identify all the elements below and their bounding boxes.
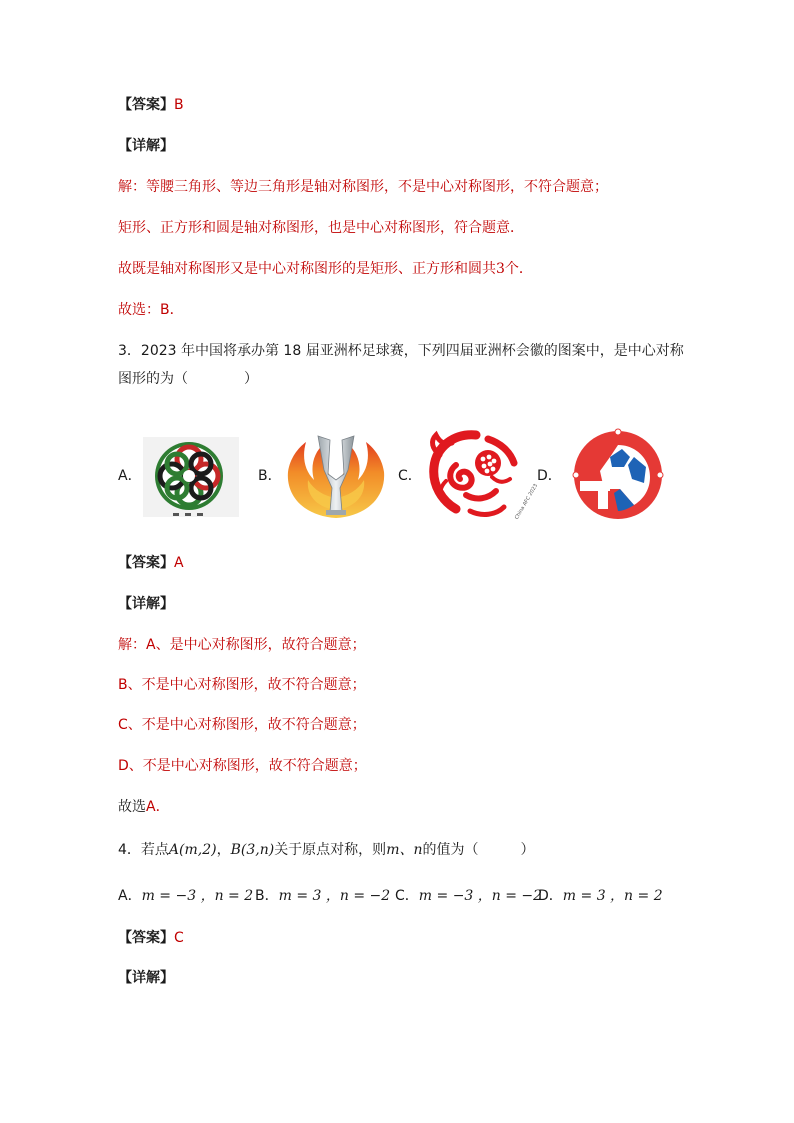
q4-option-a-expr: m = −3 ，n = 2	[141, 888, 254, 904]
asian-cup-trophy-flame-emblem-icon	[284, 430, 388, 520]
asian-cup-dragon-emblem-icon	[426, 425, 540, 525]
q4-option-c	[395, 886, 542, 906]
q3-conclusion	[118, 797, 170, 817]
q4-option-b-expr: m = 3 ，n = −2	[278, 888, 391, 904]
answer-tag: 【答案】	[118, 97, 174, 113]
answer-value: C	[174, 930, 184, 946]
q4-option-d-label: D．	[538, 888, 563, 904]
q2-line3-count: 3	[496, 261, 505, 277]
q4-stem	[118, 840, 534, 860]
answer-tag: 【答案】	[118, 555, 174, 571]
q3-option-d-label: D．	[537, 468, 562, 484]
q2-line3-text: 故既是轴对称图形又是中心对称图形的是矩形、正方形和圆共	[118, 261, 496, 277]
q3-stem-line2: 图形的为（ ）	[118, 371, 258, 387]
q3-detail-line1: 解：A、是中心对称图形，故符合题意；	[118, 637, 366, 653]
q4-vars: m、n	[386, 842, 423, 858]
q4-option-c-label: C．	[395, 888, 419, 904]
q4-option-c-expr: m = −3 ，n = −2	[418, 888, 543, 904]
q4-point-a: A(m,2)	[168, 842, 217, 858]
q2-line3-unit: 个．	[504, 261, 533, 277]
q4-stem-middle: 关于原点对称，则	[274, 842, 387, 858]
q3-detail-line3: C、不是中心对称图形，故不符合题意；	[118, 717, 366, 733]
q4-stem-end: 的值为（ ）	[422, 842, 535, 858]
asian-cup-football-circle-emblem-icon	[570, 427, 666, 523]
q3-detail-line2: B、不是中心对称图形，故不符合题意；	[118, 677, 366, 693]
q3-option-c-label: C．	[398, 468, 422, 484]
q2-conclusion: 故选：B．	[118, 302, 184, 318]
q2-detail-line2: 矩形、正方形和圆是轴对称图形，也是中心对称图形，符合题意．	[118, 220, 524, 236]
q4-option-d-expr: m = 3 ，n = 2	[562, 888, 663, 904]
q4-option-b-label: B．	[255, 888, 279, 904]
q2-detail-tag: 【详解】	[118, 138, 174, 154]
q4-option-a	[118, 886, 253, 906]
answer-value: B	[174, 97, 184, 113]
q3-detail-tag: 【详解】	[118, 596, 174, 612]
q4-separator: ，	[216, 842, 231, 858]
q3-answer	[118, 553, 184, 573]
dragon-caption: China AFC 2023	[513, 483, 540, 521]
q4-option-d	[538, 886, 663, 906]
q4-answer	[118, 928, 184, 948]
q2-detail-line1: 解：等腰三角形、等边三角形是轴对称图形，不是中心对称图形，不符合题意；	[118, 179, 608, 195]
q3-option-a-label: A．	[118, 468, 142, 484]
q4-option-b	[255, 886, 390, 906]
q3-option-b-label: B．	[258, 468, 282, 484]
q4-detail-tag: 【详解】	[118, 970, 174, 986]
q3-detail-line4: D、不是中心对称图形，故不符合题意；	[118, 758, 367, 774]
q3-stem-line1: 3．2023 年中国将承办第 18 届亚洲杯足球赛，下列四届亚洲杯会徽的图案中，是中心对称	[118, 343, 684, 359]
q2-detail-line3	[118, 259, 533, 279]
q4-option-a-label: A．	[118, 888, 142, 904]
q2-answer	[118, 95, 184, 115]
q3-conclusion-choice: A．	[146, 799, 170, 815]
answer-value: A	[174, 555, 184, 571]
answer-tag: 【答案】	[118, 930, 174, 946]
asian-cup-knot-emblem-icon	[143, 437, 239, 517]
q3-conclusion-text: 故选	[118, 799, 146, 815]
q4-point-b: B(3,n)	[230, 842, 275, 858]
q4-stem-start: 4．若点	[118, 842, 169, 858]
